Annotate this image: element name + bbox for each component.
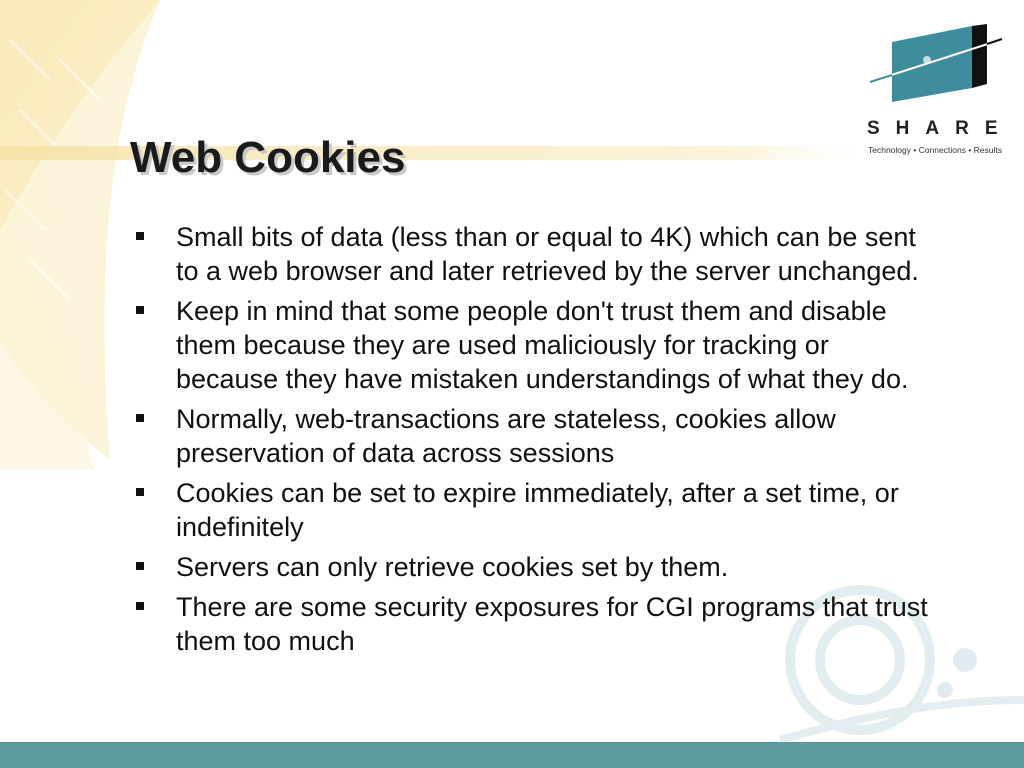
bullet-item [132, 294, 932, 396]
bullet-list [132, 220, 932, 664]
slide-title: Web Cookies [130, 133, 406, 182]
bullet-square-icon [136, 602, 144, 610]
bullet-item [132, 590, 932, 658]
share-logo [862, 22, 1007, 162]
bullet-text: Servers can only retrieve cookies set by them. [176, 552, 729, 582]
bullet-text: There are some security exposures for CGI programs that trust them too much [176, 592, 928, 656]
bullet-square-icon [136, 306, 144, 314]
bullet-item [132, 220, 932, 288]
bullet-square-icon [136, 232, 144, 240]
bullet-text: Cookies can be set to expire immediately, after a set time, or indefinitely [176, 478, 899, 542]
footer-bar [0, 742, 1024, 768]
logo-tagline: Technology • Connections • Results [868, 145, 1002, 155]
bullet-text: Small bits of data (less than or equal to 4K) which can be sent to a web browser and later retrieved by the server unchanged. [176, 222, 919, 286]
bullet-square-icon [136, 488, 144, 496]
logo-wordmark: SHARE [867, 118, 1014, 139]
bullet-item [132, 550, 932, 584]
bullet-square-icon [136, 414, 144, 422]
bullet-item [132, 402, 932, 470]
logo-mark-icon [892, 26, 972, 102]
bullet-item [132, 476, 932, 544]
bullet-text: Normally, web-transactions are stateless, cookies allow preservation of data across sessions [176, 404, 836, 468]
bullet-text: Keep in mind that some people don't trust them and disable them because they are used maliciously for tracking or because they have mistaken understandings of what they do. [176, 296, 909, 394]
bullet-square-icon [136, 562, 144, 570]
